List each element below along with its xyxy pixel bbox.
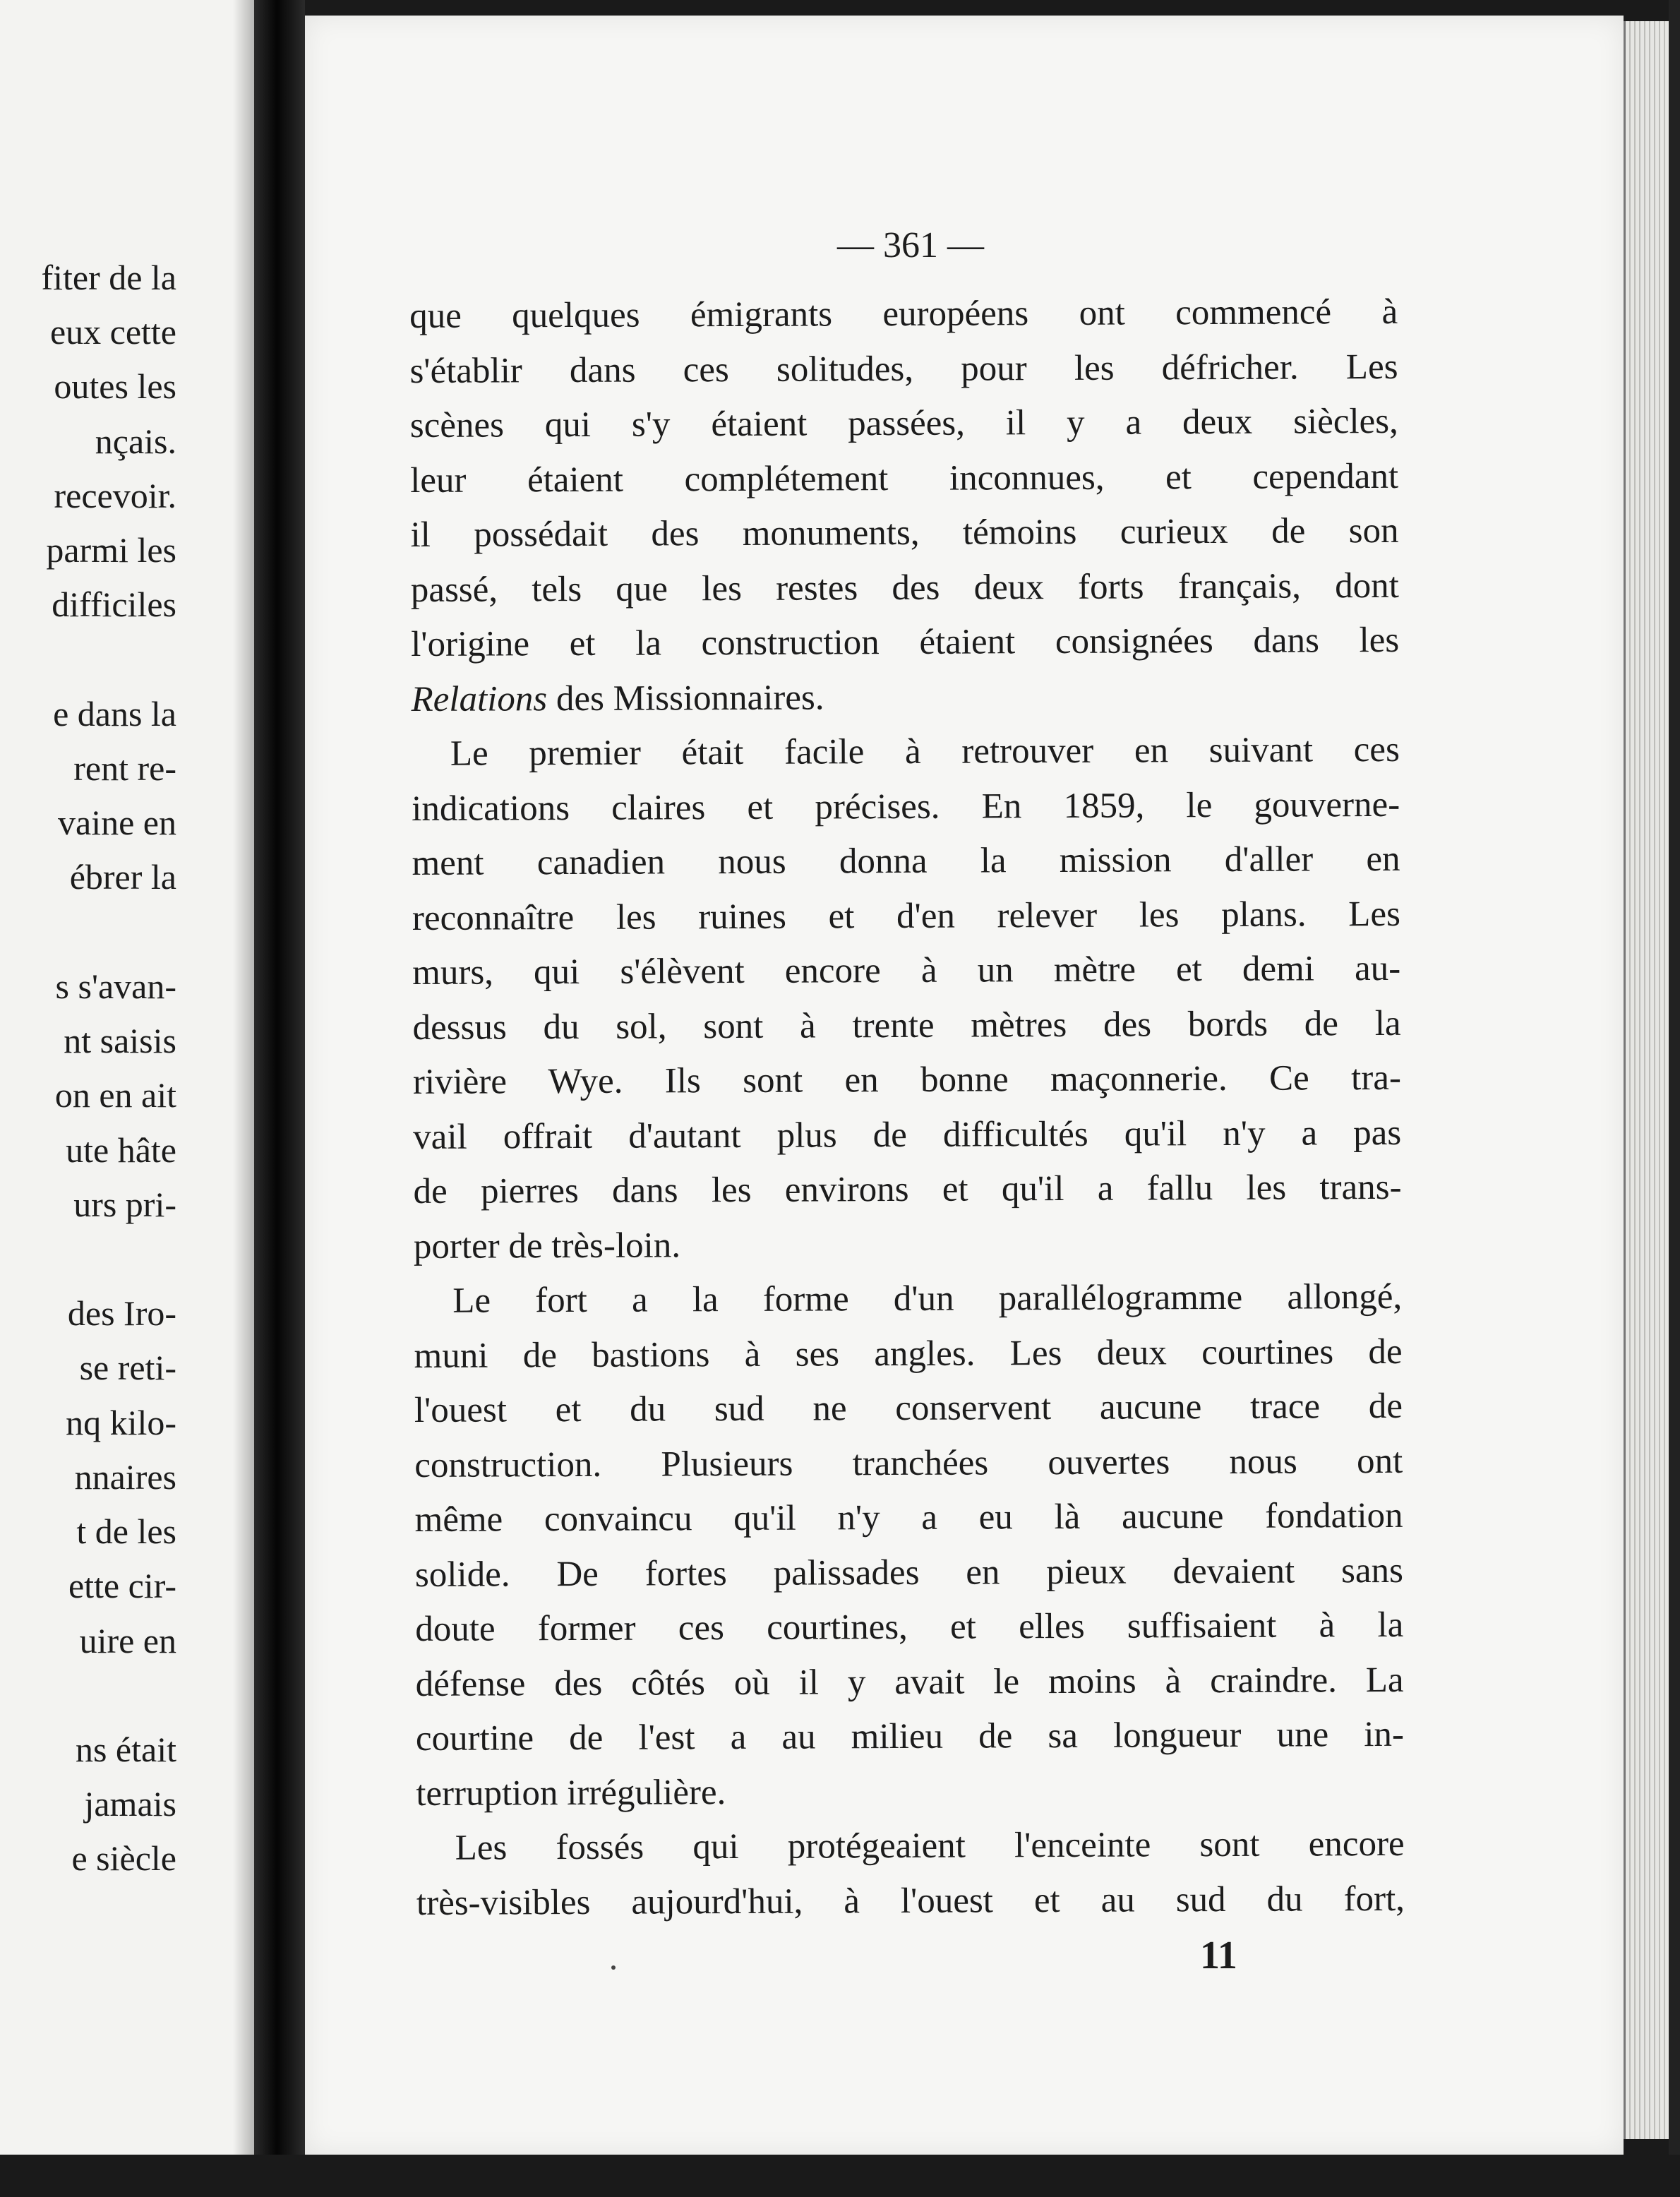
- facing-page-line: vaine en: [58, 803, 176, 843]
- text-line: l'origine et la construction étaient consignées dans les: [411, 620, 1400, 664]
- page-edges: [1624, 21, 1671, 2139]
- facing-page-line: ette cir-: [68, 1566, 176, 1606]
- facing-page-line: s s'avan-: [55, 966, 176, 1006]
- facing-page-line: e dans la: [53, 693, 176, 734]
- facing-page-line: nq kilo-: [66, 1402, 176, 1442]
- facing-page-left: [0, 0, 254, 2174]
- text-line: ment canadien nous donna la mission d'aller en: [412, 839, 1400, 883]
- text-line: scènes qui s'y étaient passées, il y a deux siècles,: [409, 401, 1398, 445]
- facing-page-line: outes les: [54, 366, 176, 407]
- text-line: même convaincu qu'il n'y a eu là aucune fondation: [414, 1495, 1403, 1540]
- facing-page-line: nçais.: [95, 421, 176, 461]
- facing-page-line: fiter de la: [41, 258, 176, 297]
- gutter-shadow: [233, 0, 254, 2174]
- facing-page-line: nt saisis: [64, 1021, 176, 1061]
- text-line: Les fossés qui protégeaient l'enceinte sont encore: [455, 1824, 1405, 1868]
- facing-page-line: des Iro-: [67, 1293, 176, 1334]
- facing-page-line: nnaires: [74, 1456, 176, 1497]
- facing-page-line: e siècle: [71, 1838, 176, 1879]
- text-line: terruption irrégulière.: [416, 1772, 726, 1814]
- bottom-shadow: [0, 2155, 1680, 2197]
- text-line: il possédait des monuments, témoins curieux de son: [410, 510, 1399, 555]
- text-line: s'établir dans ces solitudes, pour les défricher. Les: [409, 347, 1398, 391]
- facing-page-line: ns était: [75, 1729, 176, 1769]
- facing-page-line: uire en: [79, 1620, 176, 1660]
- text-line: que quelques émigrants européens ont commencé à: [409, 292, 1398, 336]
- body-text: [409, 285, 1405, 1931]
- facing-page-line: ute hâte: [66, 1130, 176, 1170]
- facing-page-line: urs pri-: [73, 1184, 176, 1224]
- text-line: rivière Wye. Ils sont en bonne maçonnerie. Ce tra-: [412, 1058, 1402, 1102]
- text-line: doute former ces courtines, et elles suffisaient à la: [415, 1605, 1404, 1649]
- text-line: construction. Plusieurs tranchées ouvertes nous ont: [414, 1441, 1403, 1485]
- facing-page-line: parmi les: [46, 530, 176, 570]
- facing-page-line: on en ait: [54, 1075, 176, 1115]
- text-line: reconnaître les ruines et d'en relever les plans. Les: [412, 894, 1400, 938]
- facing-page-line: rent re-: [73, 748, 176, 788]
- text-line: leur étaient complétement inconnues, et cependant: [410, 456, 1399, 501]
- text-line: Le fort a la forme d'un parallélogramme allongé,: [452, 1276, 1403, 1321]
- text-line-rest: des Missionnaires.: [547, 677, 824, 719]
- page-number: — 361 —: [837, 225, 984, 265]
- text-line: courtine de l'est a au milieu de sa longueur une in-: [415, 1714, 1405, 1759]
- text-line: solide. De fortes palissades en pieux devaient sans: [414, 1550, 1404, 1595]
- text-line: de pierres dans les environs et qu'il a fallu les trans-: [413, 1167, 1402, 1211]
- facing-page-line: se reti-: [79, 1348, 176, 1388]
- text-line: très-visibles aujourd'hui, à l'ouest et au sud du fort,: [416, 1879, 1405, 1923]
- page-edge-shadow: [1669, 0, 1680, 2197]
- text-line: passé, tels que les restes des deux forts français, dont: [410, 565, 1399, 610]
- text-line: muni de bastions à ses angles. Les deux courtines de: [414, 1331, 1403, 1376]
- text-line: murs, qui s'élèvent encore à un mètre et demi au-: [412, 948, 1401, 993]
- italic-title: Relations: [411, 678, 548, 719]
- text-line: dessus du sol, sont à trente mètres des bords de la: [412, 1003, 1401, 1048]
- facing-page-line: eux cette: [49, 312, 176, 352]
- text-line: Le premier était facile à retrouver en suivant ces: [450, 729, 1400, 774]
- facing-page-line: ébrer la: [69, 857, 176, 897]
- facing-page-line: t de les: [76, 1511, 176, 1552]
- facing-page-line: jamais: [84, 1784, 176, 1824]
- book-spine: [254, 0, 305, 2197]
- text-line: l'ouest et du sud ne conservent aucune trace de: [414, 1386, 1403, 1430]
- signature-mark: 11: [1200, 1934, 1237, 1977]
- text-line: [411, 668, 1399, 727]
- text-line: porter de très-loin.: [413, 1225, 681, 1267]
- facing-page-line: difficiles: [52, 585, 176, 625]
- text-line: défense des côtés où il y avait le moins à craindre. La: [415, 1660, 1404, 1704]
- text-line: vail offrait d'autant plus de difficultés qu'il n'y a pas: [413, 1113, 1402, 1157]
- ink-dot: [611, 1965, 616, 1970]
- text-line: indications claires et précises. En 1859, le gouverne-: [412, 784, 1400, 829]
- facing-page-line: recevoir.: [54, 475, 176, 515]
